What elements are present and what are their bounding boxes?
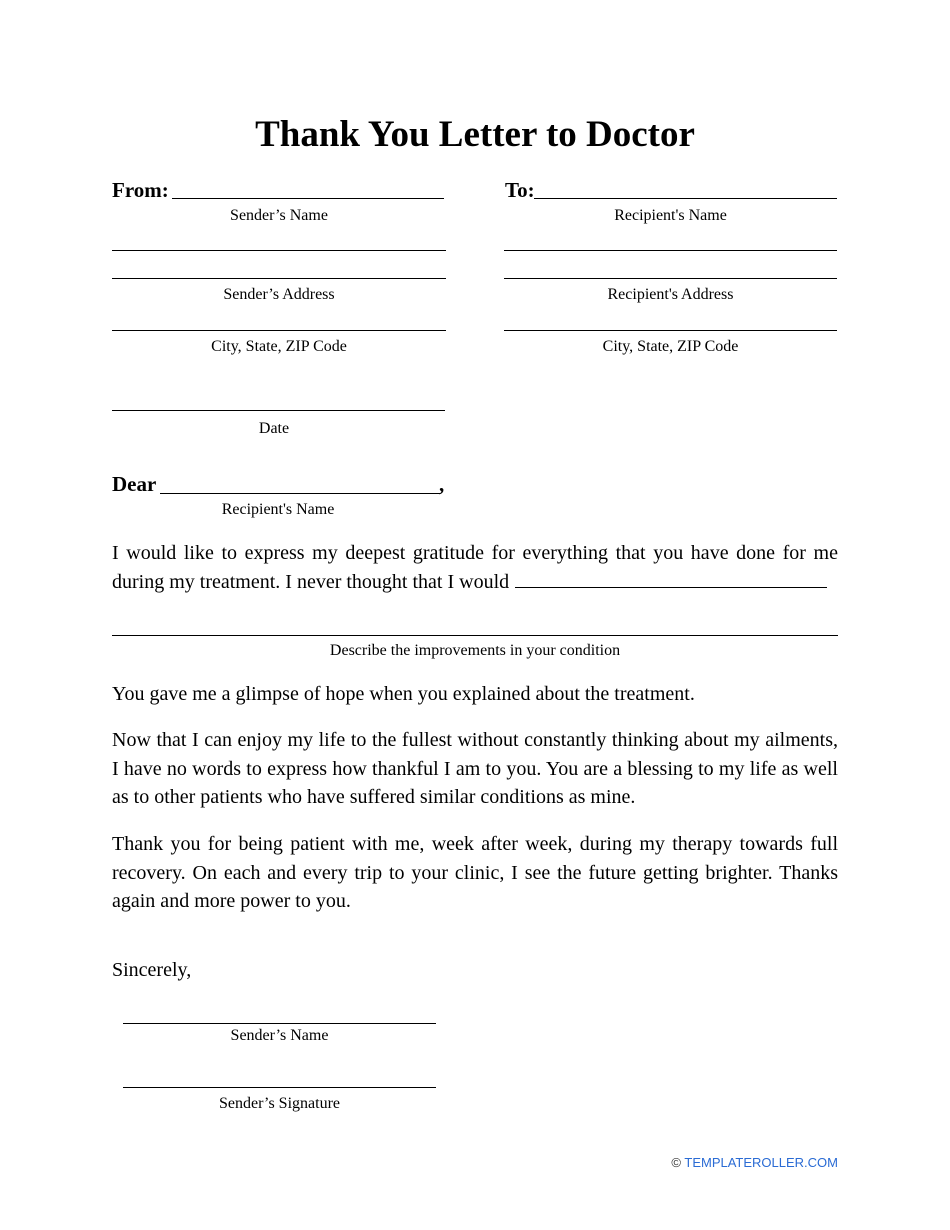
date-field[interactable] bbox=[112, 410, 445, 411]
to-label: To: bbox=[505, 178, 535, 202]
sender-city-field[interactable] bbox=[112, 330, 446, 331]
salutation-caption: Recipient's Name bbox=[221, 501, 335, 518]
templateroller-link[interactable]: TEMPLATEROLLER.COM bbox=[684, 1155, 838, 1170]
sender-address-caption: Sender’s Address bbox=[223, 286, 335, 303]
improvements-field[interactable] bbox=[112, 635, 838, 636]
salutation-recipient-field[interactable] bbox=[160, 493, 440, 494]
sender-address-field-2[interactable] bbox=[112, 278, 446, 279]
sender-name-caption: Sender’s Name bbox=[230, 207, 328, 224]
sender-name-field[interactable] bbox=[172, 198, 444, 199]
body-paragraph-2: You gave me a glimpse of hope when you explained about the treatment. bbox=[112, 683, 695, 705]
body-paragraph-3: Now that I can enjoy my life to the fullest without constantly thinking about my ailments, I have no words to express how thankful I am to you. You are a blessing to my life as well as to other patients who have suffered similar conditions as mine. bbox=[112, 729, 838, 808]
improvements-caption: Describe the improvements in your condition bbox=[329, 642, 621, 659]
copyright-symbol: © bbox=[671, 1155, 681, 1170]
footer-credit bbox=[671, 1154, 838, 1172]
page-title: Thank You Letter to Doctor bbox=[255, 114, 695, 155]
recipient-address-field-2[interactable] bbox=[504, 278, 837, 279]
closing-name-field[interactable] bbox=[123, 1023, 436, 1024]
from-label: From: bbox=[112, 178, 169, 202]
recipient-address-caption: Recipient's Address bbox=[607, 286, 734, 303]
signature-field[interactable] bbox=[123, 1087, 436, 1088]
closing-sincerely: Sincerely, bbox=[112, 959, 192, 981]
dear-label: Dear bbox=[112, 472, 157, 496]
body-paragraph-1-text: I would like to express my deepest gratitude for everything that you have done for me during my treatment. I never thought that I would bbox=[112, 542, 838, 593]
salutation-comma: , bbox=[439, 472, 445, 496]
recipient-address-field-1[interactable] bbox=[504, 250, 837, 251]
body-paragraph-1 bbox=[112, 539, 838, 596]
sender-address-field-1[interactable] bbox=[112, 250, 446, 251]
outcome-inline-field[interactable] bbox=[515, 586, 827, 588]
date-caption: Date bbox=[258, 420, 290, 437]
recipient-city-caption: City, State, ZIP Code bbox=[602, 338, 739, 355]
signature-caption: Sender’s Signature bbox=[218, 1095, 340, 1112]
recipient-name-caption: Recipient's Name bbox=[614, 207, 727, 224]
recipient-name-field[interactable] bbox=[534, 198, 837, 199]
sender-city-caption: City, State, ZIP Code bbox=[211, 338, 347, 355]
closing-name-caption: Sender’s Name bbox=[230, 1027, 329, 1044]
recipient-city-field[interactable] bbox=[504, 330, 837, 331]
body-paragraph-4: Thank you for being patient with me, week after week, during my therapy towards full recovery. On each and every trip to your clinic, I see the future getting brighter. Thanks again and more power to you. bbox=[112, 833, 838, 912]
